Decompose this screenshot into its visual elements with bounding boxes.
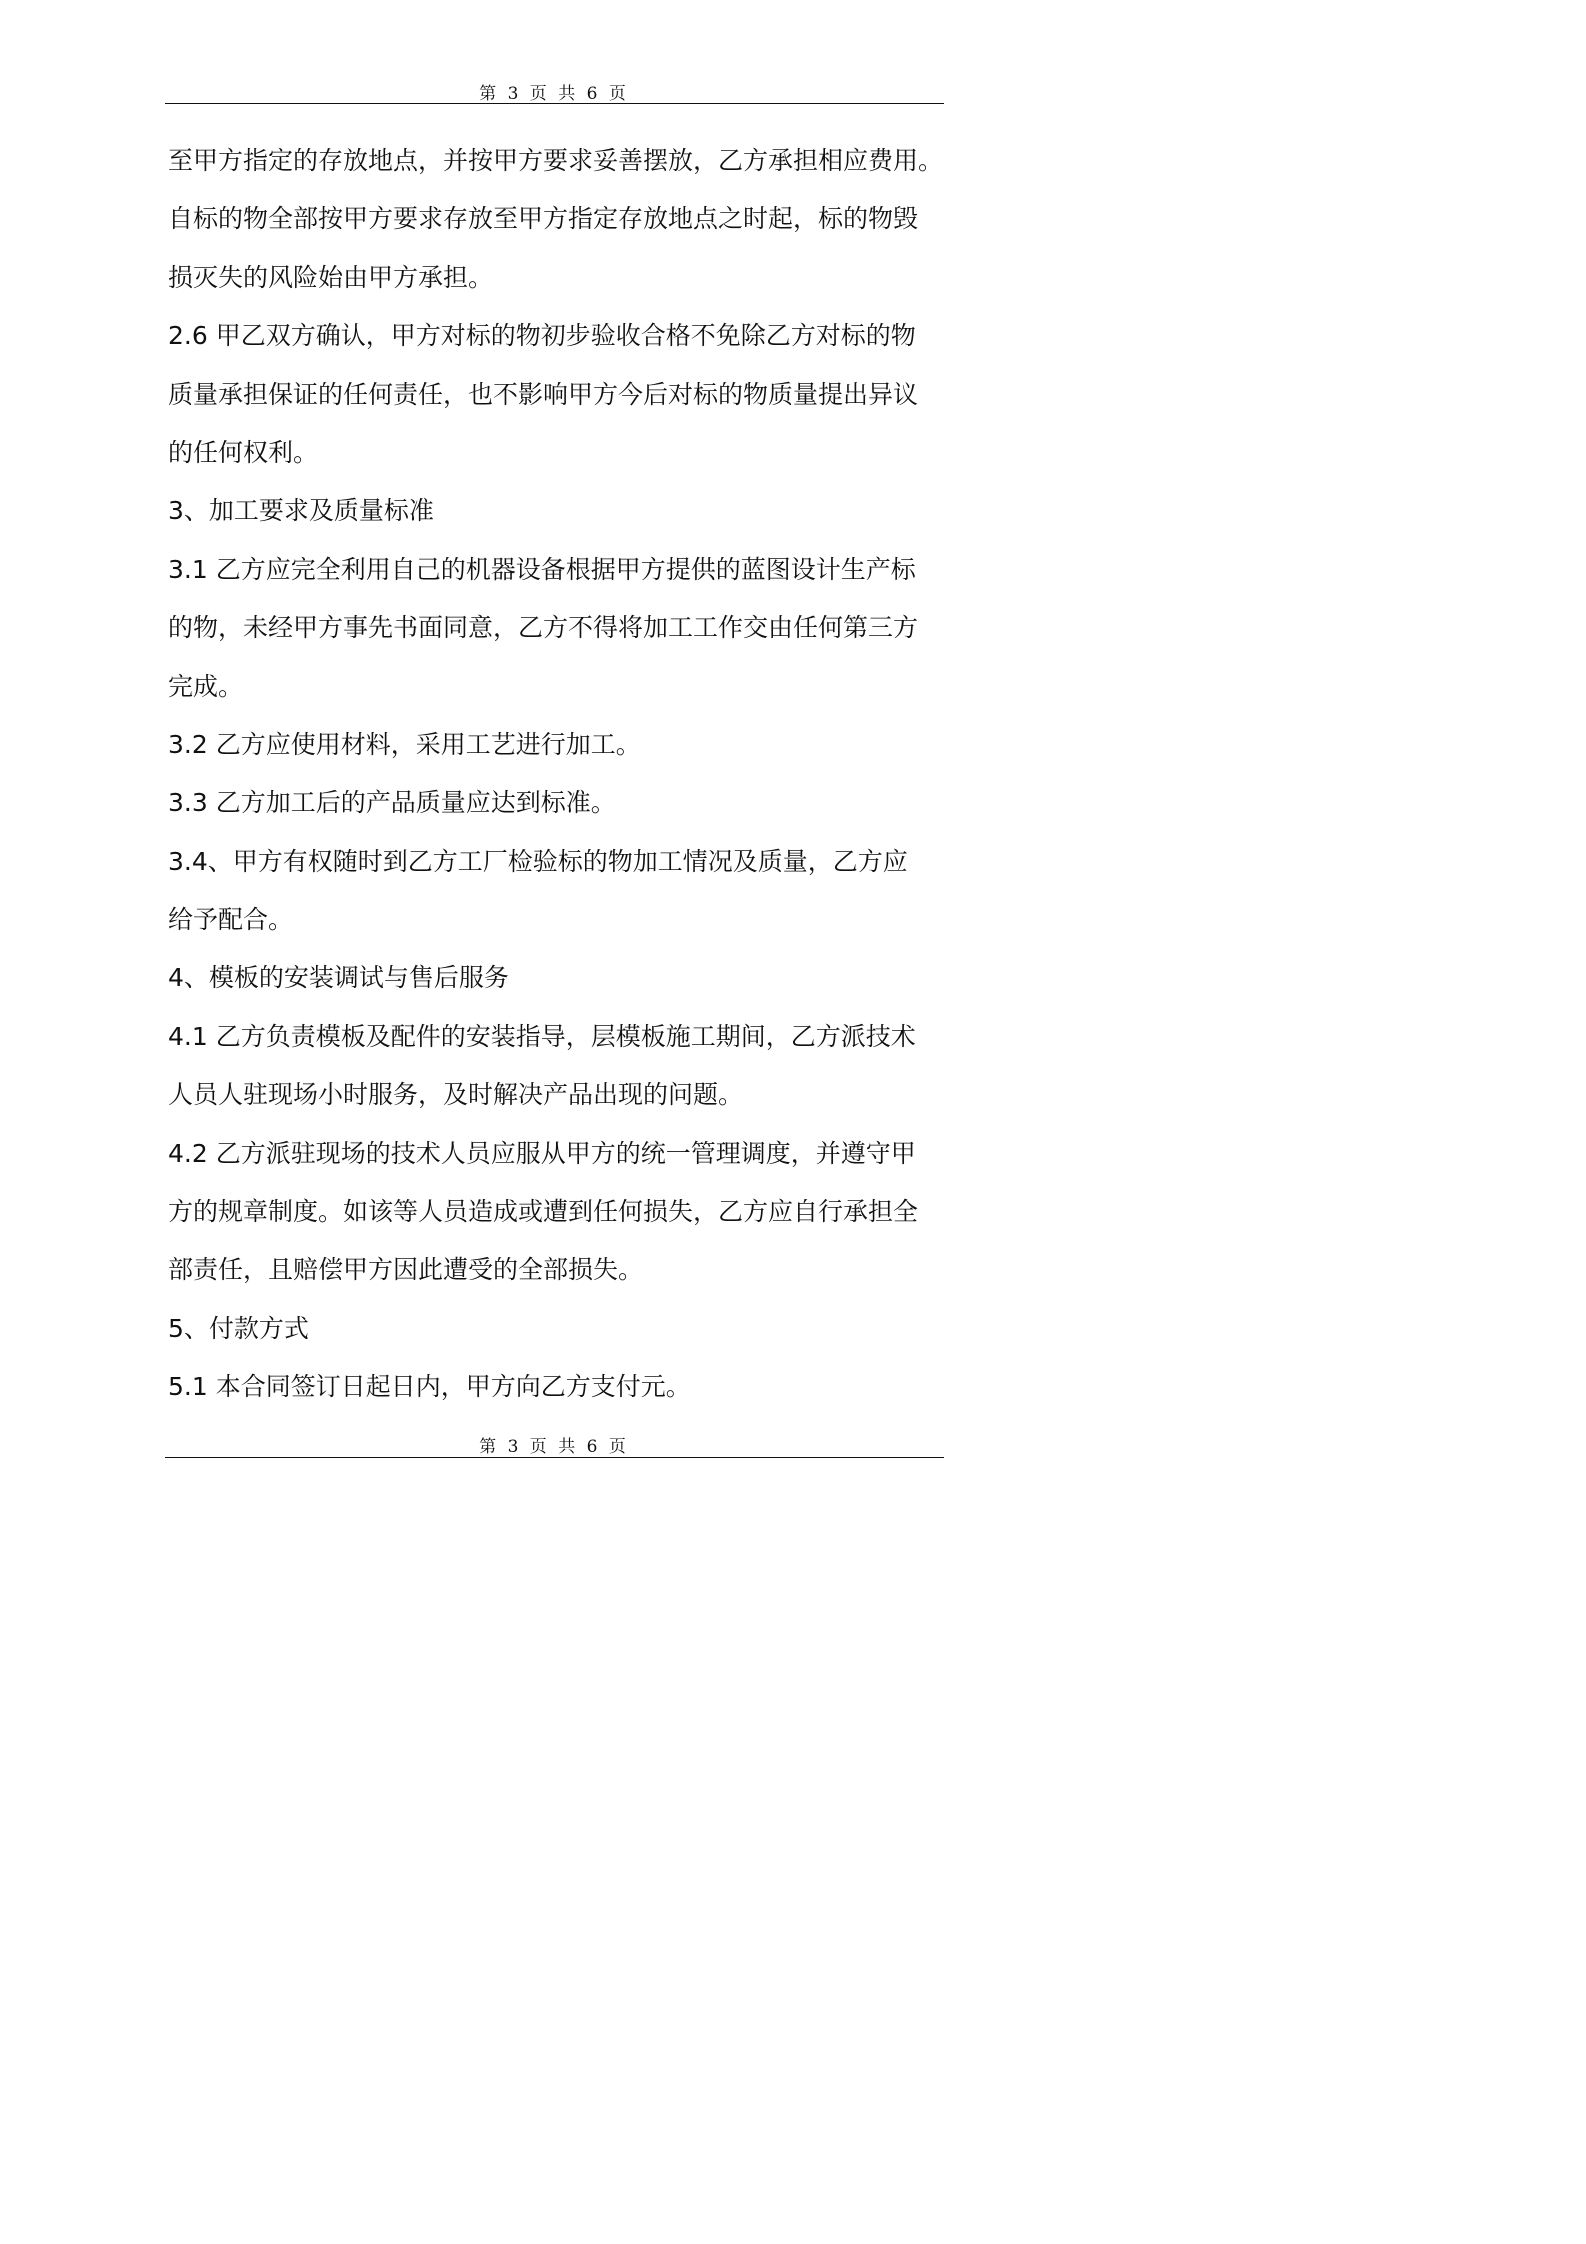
body-line: 给予配合。 <box>168 905 294 935</box>
body-line: 损灭失的风险始由甲方承担。 <box>168 262 494 292</box>
body-line: 3.3 乙方加工后的产品质量应达到标准。 <box>168 788 616 818</box>
body-line: 至甲方指定的存放地点，并按甲方要求妥善摆放，乙方承担相应费用。 <box>168 146 944 175</box>
section-heading: 3、加工要求及质量标准 <box>168 496 434 526</box>
body-line: 3.1 乙方应完全利用自己的机器设备根据甲方提供的蓝图设计生产标 <box>168 554 916 584</box>
body-line: 人员人驻现场小时服务，及时解决产品出现的问题。 <box>168 1080 744 1110</box>
footer-divider <box>165 1457 944 1458</box>
page-footer-label: 第 3 页 共 6 页 <box>479 1437 629 1457</box>
body-line: 完成。 <box>168 671 244 701</box>
page-header-label: 第 3 页 共 6 页 <box>479 84 629 104</box>
body-line: 质量承担保证的任何责任，也不影响甲方今后对标的物质量提出异议 <box>168 379 919 409</box>
body-line: 的任何权利。 <box>168 437 319 467</box>
body-line: 自标的物全部按甲方要求存放至甲方指定存放地点之时起，标的物毁 <box>168 204 919 234</box>
section-heading: 5、付款方式 <box>168 1313 309 1343</box>
section-heading: 4、模板的安装调试与售后服务 <box>168 963 509 993</box>
body-line: 4.2 乙方派驻现场的技术人员应服从甲方的统一管理调度，并遵守甲 <box>168 1138 916 1168</box>
body-line: 部责任，且赔偿甲方因此遭受的全部损失。 <box>168 1255 644 1285</box>
body-line: 5.1 本合同签订日起日内，甲方向乙方支付元。 <box>168 1372 691 1402</box>
header-divider <box>165 103 944 104</box>
body-line: 4.1 乙方负责模板及配件的安装指导，层模板施工期间，乙方派技术 <box>168 1021 916 1051</box>
document-page <box>0 0 1100 1556</box>
body-line: 方的规章制度。如该等人员造成或遭到任何损失，乙方应自行承担全 <box>168 1197 919 1227</box>
body-line: 2.6 甲乙双方确认，甲方对标的物初步验收合格不免除乙方对标的物 <box>168 321 916 351</box>
body-line: 3.2 乙方应使用材料，采用工艺进行加工。 <box>168 729 641 759</box>
document-body <box>168 137 948 1422</box>
body-line: 3.4、甲方有权随时到乙方工厂检验标的物加工情况及质量，乙方应 <box>168 846 908 876</box>
body-line: 的物，未经甲方事先书面同意，乙方不得将加工工作交由任何第三方 <box>168 613 919 643</box>
